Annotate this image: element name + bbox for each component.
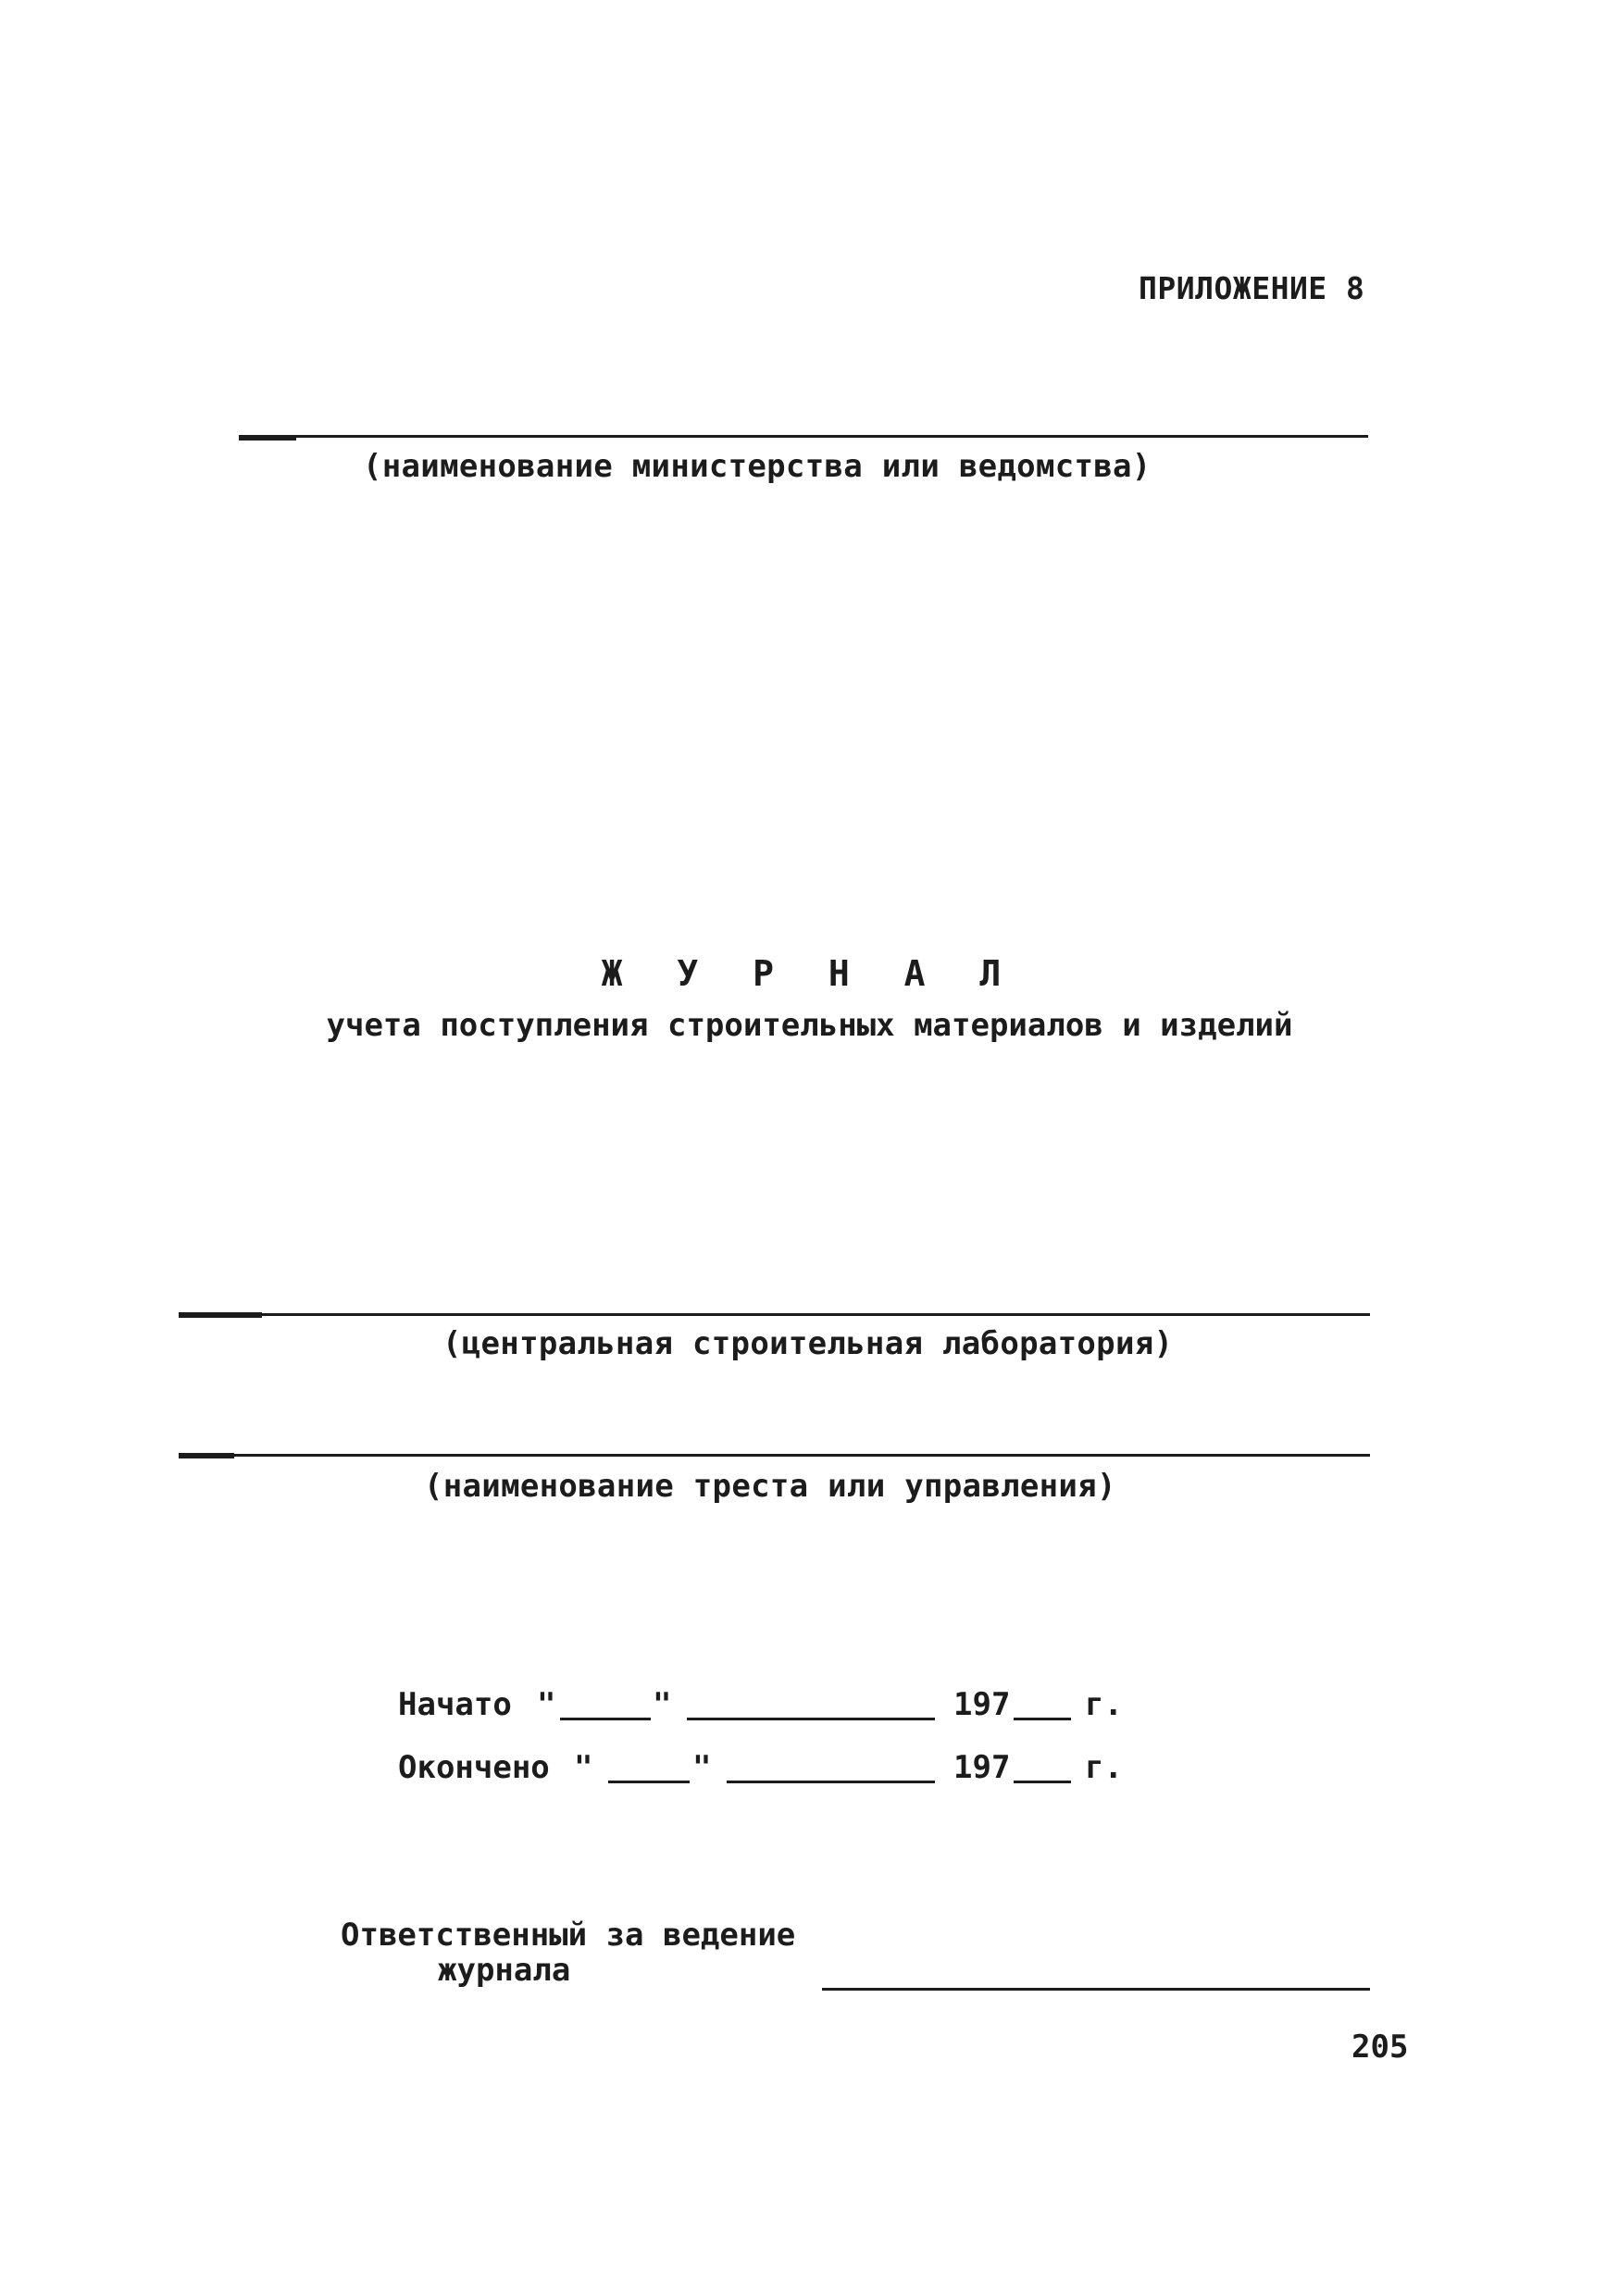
finished-day-field[interactable] [608,1781,690,1783]
ministry-line [239,435,1368,438]
started-quote-open: " [537,1686,556,1723]
finished-year-suffix: г. [1085,1749,1123,1786]
ministry-caption: (наименование министерства или ведомства) [363,448,1152,485]
appendix-label: ПРИЛОЖЕНИЕ 8 [1139,270,1365,306]
responsible-label [341,1917,795,1988]
finished-quote-close: " [692,1749,712,1786]
page-number: 205 [1351,2029,1409,2066]
finished-year-field[interactable] [1014,1781,1071,1783]
trust-caption: (наименование треста или управления) [424,1468,1116,1505]
started-year-prefix: 197 [953,1686,1011,1723]
finished-month-field[interactable] [727,1781,935,1783]
started-label: Начато [398,1686,512,1723]
started-year-field[interactable] [1014,1718,1071,1720]
finished-label: Окончено [398,1749,550,1786]
started-day-field[interactable] [560,1718,651,1720]
finished-year-prefix: 197 [953,1749,1011,1786]
responsible-label-line1: Ответственный за ведение [341,1917,796,1954]
journal-subtitle: учета поступления строительных материалов и изделий [326,1007,1293,1044]
laboratory-caption: (центральная строительная лаборатория) [442,1325,1174,1362]
started-quote-close: " [653,1686,672,1723]
responsible-signature-field[interactable] [822,1988,1370,1991]
finished-quote-open: " [574,1749,593,1786]
journal-title: Ж У Р Н А Л [601,953,1018,994]
started-year-suffix: г. [1085,1686,1123,1723]
started-month-field[interactable] [687,1718,935,1720]
trust-line [179,1454,1370,1457]
responsible-label-line2: журнала [438,1952,571,1989]
laboratory-line [179,1313,1370,1316]
